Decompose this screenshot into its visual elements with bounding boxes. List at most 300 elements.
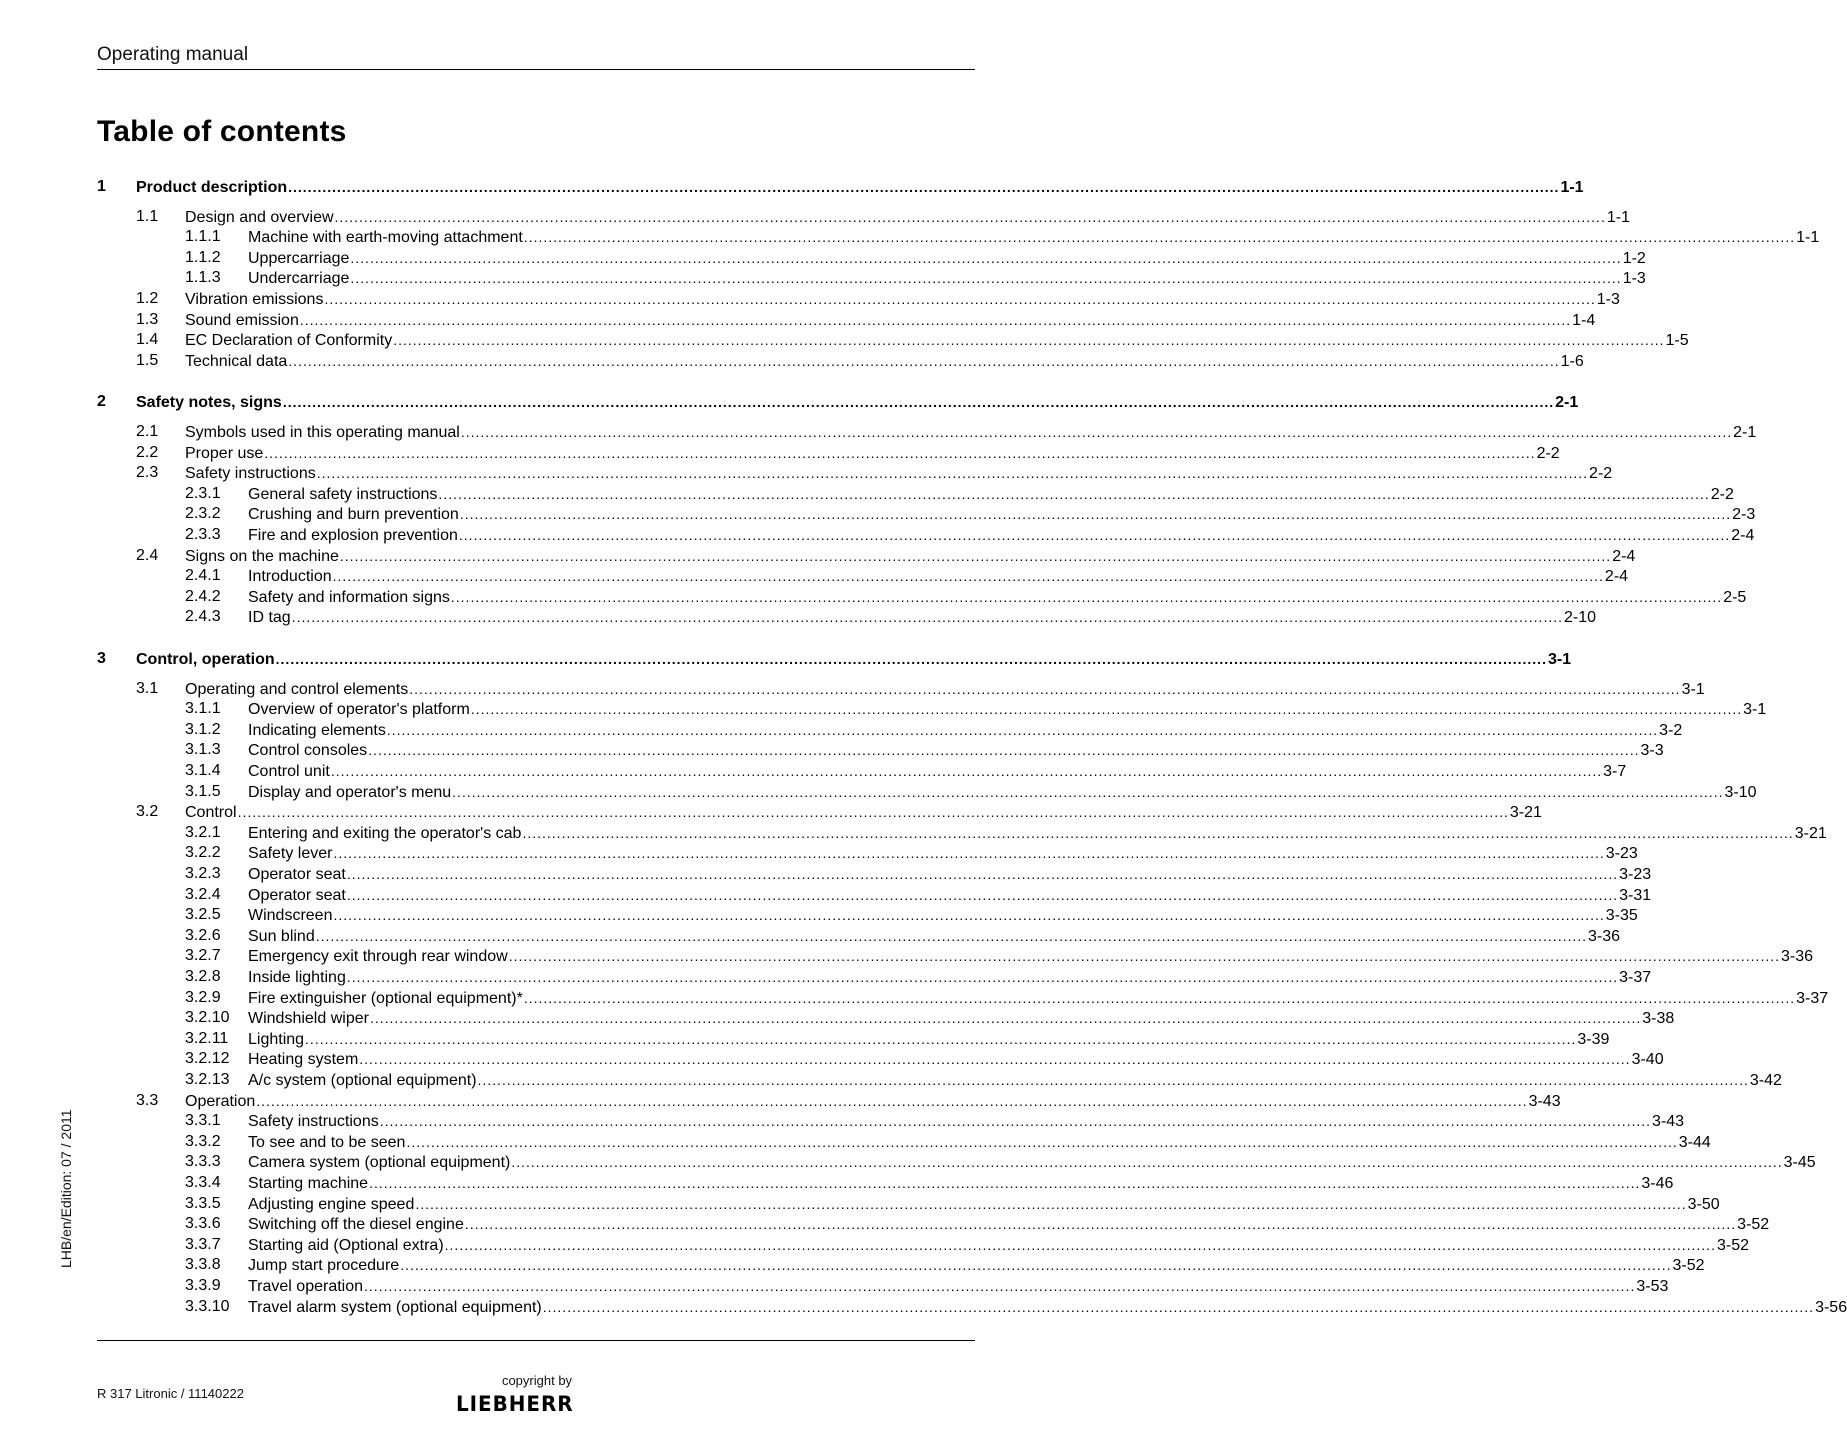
toc-entry-body [248,761,1627,782]
toc-entry-body [185,422,1757,443]
toc-title: Adjusting engine speed [248,1195,415,1213]
toc-entry-row[interactable] [0,679,1705,699]
toc-entry-row[interactable] [0,946,1814,966]
toc-entry-row[interactable] [0,207,1630,227]
toc-number: 1.1.2 [185,248,221,266]
toc-leader-dots: .................................................................................................................................................................................................................................................................... [508,948,1780,965]
toc-number: 3.2 [136,803,159,821]
toc-leader-dots: .................................................................................................................................................................................................................................................................... [282,394,1555,411]
toc-entry-body [248,1276,1669,1297]
toc-entry-body [248,864,1652,885]
toc-number: 3.1.1 [185,700,221,718]
toc-title: EC Declaration of Conformity [185,332,393,350]
toc-leader-dots: .................................................................................................................................................................................................................................................................... [316,465,1589,482]
toc-entry-row[interactable] [0,740,1664,760]
toc-entry-body [248,1070,1782,1091]
toc-entry-row[interactable] [0,699,1767,719]
toc-entry-row[interactable] [0,351,1584,371]
toc-leader-dots: .................................................................................................................................................................................................................................................................... [364,1278,1636,1294]
toc-entry-row[interactable] [0,967,1652,987]
toc-number: 3.3.7 [185,1235,221,1253]
header-title: Operating manual [97,44,249,65]
toc-entry-body [185,289,1620,310]
toc-entry-body [248,926,1621,947]
toc-title: Entering and exiting the operator's cab [248,824,522,842]
toc-number: 2.3.1 [185,484,221,502]
toc-leader-dots: .................................................................................................................................................................................................................................................................... [346,866,1619,882]
toc-leader-dots: .................................................................................................................................................................................................................................................................... [315,927,1588,944]
toc-leader-dots: .................................................................................................................................................................................................................................................................... [350,249,1622,266]
toc-entry-body [248,946,1814,967]
toc-entry-row[interactable] [0,566,1629,586]
toc-title: Uppercarriage [248,249,350,267]
toc-entry-row[interactable] [0,761,1627,781]
toc-title: Starting aid (Optional extra) [248,1236,444,1254]
toc-page-number: 3-46 [1641,1175,1674,1192]
toc-entry-row[interactable] [0,1276,1669,1296]
toc-leader-dots: .................................................................................................................................................................................................................................................................... [459,506,1732,523]
toc-leader-dots: .................................................................................................................................................................................................................................................................... [542,1298,1815,1315]
toc-entry-body [185,802,1542,823]
toc-entry-row[interactable] [0,1111,1685,1131]
toc-entry-body [248,566,1629,587]
toc-entry-row[interactable] [0,268,1646,288]
toc-page-number: 3-2 [1659,721,1683,739]
toc-title: Control unit [248,763,330,780]
toc-entry-body [185,310,1596,331]
toc-number: 2.2 [136,443,159,461]
toc-entry-body [136,177,1584,198]
toc-entry-body [248,587,1747,608]
toc-entry-body [248,885,1652,906]
toc-leader-dots: .................................................................................................................................................................................................................................................................... [452,783,1724,800]
toc-page-number: 2-1 [1733,424,1757,441]
toc-number: 2.3.3 [185,526,221,543]
toc-number: 3.2.9 [185,988,221,1006]
toc-entry-row[interactable] [0,1029,1610,1049]
toc-entry-body [248,484,1734,505]
toc-title: Safety lever [248,845,333,863]
toc-entry-row[interactable] [0,1255,1705,1275]
toc-entry-body [248,1297,1847,1318]
toc-number: 3.1 [136,679,159,697]
toc-entry-row[interactable] [0,1152,1816,1172]
toc-entry-row[interactable] [0,1173,1674,1193]
toc-leader-dots: .................................................................................................................................................................................................................................................................... [339,547,1612,564]
toc-page-number: 3-31 [1619,886,1652,904]
toc-entry-row[interactable] [0,1049,1664,1069]
toc-entry-row[interactable] [0,926,1621,946]
toc-leader-dots: .................................................................................................................................................................................................................................................................... [406,1133,1678,1150]
toc-number: 3.1.4 [185,762,221,779]
toc-entry-body [248,607,1597,628]
toc-title: Machine with earth-moving attachment [248,229,523,247]
toc-page-number: 1-3 [1596,291,1620,308]
toc-page-number: 3-56 [1815,1298,1847,1316]
toc-leader-dots: .................................................................................................................................................................................................................................................................... [415,1195,1687,1212]
toc-entry-row[interactable] [0,1091,1561,1111]
toc-number: 1.4 [136,331,159,349]
toc-entry-body [248,1152,1816,1173]
toc-number: 3.3.10 [185,1297,230,1315]
toc-number: 3.2.7 [185,947,221,965]
toc-leader-dots: .................................................................................................................................................................................................................................................................... [299,311,1572,328]
toc-page-number: 3-1 [1743,701,1767,719]
toc-leader-dots: .................................................................................................................................................................................................................................................................... [369,1175,1641,1191]
toc-title: Windscreen [248,907,333,925]
toc-entry-row[interactable] [0,1297,1847,1317]
toc-title: Design and overview [185,208,334,226]
toc-entry-body [248,504,1756,525]
toc-leader-dots: .................................................................................................................................................................................................................................................................... [522,824,1794,841]
toc-number: 3.3 [136,1091,159,1109]
toc-page-number: 3-3 [1640,742,1664,760]
toc-page-number: 2-10 [1564,609,1597,627]
toc-title: Travel alarm system (optional equipment) [248,1298,542,1316]
toc-number: 3.3.5 [185,1194,221,1212]
toc-leader-dots: .................................................................................................................................................................................................................................................................... [359,1051,1631,1068]
toc-leader-dots: .................................................................................................................................................................................................................................................................... [523,989,1796,1006]
toc-number: 1.5 [136,351,159,369]
toc-number: 3.2.5 [185,906,221,924]
toc-entry-row[interactable] [0,484,1734,504]
toc-page-number: 2-4 [1612,547,1636,565]
toc-entry-body [185,463,1613,484]
toc-leader-dots: .................................................................................................................................................................................................................................................................... [409,680,1681,697]
toc-number: 3.1.3 [185,741,221,759]
toc-number: 3.2.1 [185,823,221,841]
toc-leader-dots: .................................................................................................................................................................................................................................................................... [288,352,1560,369]
toc-entry-body [248,1173,1674,1194]
toc-title: To see and to be seen [248,1133,406,1151]
toc-entry-row[interactable] [0,782,1757,802]
toc-leader-dots: .................................................................................................................................................................................................................................................................... [291,609,1563,626]
toc-number: 3.2.11 [185,1029,229,1047]
toc-number: 2.3.2 [185,505,221,523]
toc-number: 2.4.3 [185,608,221,626]
toc-page-number: 3-52 [1716,1236,1749,1254]
toc-page-number: 3-39 [1577,1030,1610,1048]
toc-entry-body [248,843,1638,864]
toc-number: 3.2.4 [185,885,221,903]
toc-number: 3.3.4 [185,1174,221,1191]
toc-entry-body [248,1214,1770,1235]
toc-number: 3.2.12 [185,1050,230,1068]
toc-entry-row[interactable] [0,905,1638,925]
toc-entry-body [248,1194,1720,1215]
toc-leader-dots: .................................................................................................................................................................................................................................................................... [346,886,1619,903]
toc-page-number: 3-7 [1603,763,1627,780]
copyright-label: copyright by [501,1373,573,1388]
toc-page-number: 3-53 [1636,1278,1669,1295]
toc-entry-body [185,1091,1561,1112]
toc-page-number: 1-5 [1665,332,1689,350]
toc-leader-dots: .................................................................................................................................................................................................................................................................... [386,721,1659,738]
toc-entry-body [136,392,1579,413]
toc-page-number: 3-37 [1796,989,1829,1007]
toc-title: A/c system (optional equipment) [248,1072,477,1089]
toc-entry-row[interactable] [0,1008,1675,1028]
toc-number: 1.1 [136,207,159,225]
toc-number: 3.2.8 [185,968,221,985]
toc-page-number: 3-10 [1724,783,1757,801]
toc-title: Camera system (optional equipment) [248,1154,511,1172]
toc-entry-row[interactable] [0,504,1756,524]
toc-entry-body [248,823,1827,844]
toc-entry-body [136,649,1572,670]
toc-entry-row[interactable] [0,607,1597,627]
toc-page-number: 3-21 [1794,824,1827,842]
toc-page-number: 2-4 [1731,527,1755,544]
toc-leader-dots: .................................................................................................................................................................................................................................................................... [369,1010,1642,1027]
toc-title: General safety instructions [248,485,438,503]
toc-entry-body [248,988,1829,1009]
liebherr-logo [456,1393,618,1415]
toc-title: Control [185,804,237,822]
toc-entry-row[interactable] [0,864,1652,884]
toc-leader-dots: .................................................................................................................................................................................................................................................................... [288,179,1560,195]
toc-page-number: 3-45 [1783,1154,1816,1172]
toc-title: Switching off the diesel engine [248,1216,464,1234]
toc-page-number: 1-6 [1560,352,1584,370]
toc-page-number: 3-52 [1672,1257,1705,1275]
toc-title: Indicating elements [248,721,386,739]
toc-leader-dots: .................................................................................................................................................................................................................................................................... [256,1092,1528,1109]
toc-page-number: 1-1 [1606,208,1630,226]
toc-title: Safety notes, signs [136,394,282,412]
toc-entry-row[interactable] [0,988,1829,1008]
toc-title: Signs on the machine [185,547,339,565]
toc-entry-body [248,248,1646,269]
toc-entry-row[interactable] [0,587,1747,607]
toc-leader-dots: .................................................................................................................................................................................................................................................................... [464,1216,1737,1233]
toc-entry-row[interactable] [0,1235,1749,1255]
toc-entry-body [248,905,1638,926]
toc-chapter-row[interactable] [0,392,1579,412]
toc-entry-row[interactable] [0,1214,1770,1234]
toc-entry-row[interactable] [0,525,1755,545]
toc-entry-row[interactable] [0,463,1613,483]
toc-entry-row[interactable] [0,823,1827,843]
toc-page-number: 3-1 [1547,651,1572,668]
toc-title: Crushing and burn prevention [248,506,459,524]
toc-entry-body [248,1008,1675,1029]
toc-leader-dots: .................................................................................................................................................................................................................................................................... [444,1236,1716,1253]
toc-title: Safety instructions [248,1113,379,1131]
toc-page-number: 2-5 [1723,588,1747,606]
toc-title: Introduction [248,568,332,586]
toc-entry-row[interactable] [0,843,1638,863]
toc-leader-dots: .................................................................................................................................................................................................................................................................... [458,527,1731,543]
toc-chapter-row[interactable] [0,649,1572,669]
toc-leader-dots: .................................................................................................................................................................................................................................................................... [368,742,1640,759]
toc-page-number: 3-1 [1681,680,1705,698]
toc-number: 3.1.5 [185,782,221,800]
toc-page-number: 3-36 [1588,927,1621,945]
edition-note: LHB/en/Edition: 07 / 2011 [58,1109,74,1268]
toc-leader-dots: .................................................................................................................................................................................................................................................................... [477,1072,1749,1088]
toc-leader-dots: .................................................................................................................................................................................................................................................................... [438,485,1710,502]
toc-entry-row[interactable] [0,422,1757,442]
toc-entry-row[interactable] [0,546,1636,566]
toc-entry-row[interactable] [0,1132,1711,1152]
toc-number: 2 [97,393,106,411]
toc-page-number: 3-23 [1605,845,1638,863]
toc-number: 3.2.6 [185,926,221,944]
toc-title: Starting machine [248,1175,369,1192]
toc-entry-row[interactable] [0,1070,1782,1090]
toc-page-number: 3-23 [1619,866,1652,883]
toc-title: Vibration emissions [185,291,324,308]
toc-entry-row[interactable] [0,310,1596,330]
toc-number: 3.2.3 [185,865,221,882]
page-title: Table of contents [97,115,347,148]
toc-leader-dots: .................................................................................................................................................................................................................................................................... [334,208,1606,225]
toc-entry-row[interactable] [0,720,1683,740]
toc-title: Safety and information signs [248,588,450,606]
toc-number: 1.1.3 [185,269,221,287]
toc-page-number: 3-43 [1528,1092,1561,1110]
toc-title: Fire extinguisher (optional equipment)* [248,989,523,1007]
toc-number: 1.1.1 [185,228,221,246]
toc-page-number: 3-35 [1605,907,1638,925]
toc-number: 3.2.13 [185,1071,230,1088]
toc-page-number: 2-2 [1710,485,1734,503]
toc-page-number: 3-50 [1687,1195,1720,1213]
toc-leader-dots: .................................................................................................................................................................................................................................................................... [333,907,1605,924]
toc-title: Symbols used in this operating manual [185,424,460,441]
toc-page-number: 2-3 [1732,506,1756,524]
toc-title: Emergency exit through rear window [248,948,508,966]
toc-entry-body [185,679,1705,700]
toc-page-number: 2-2 [1536,444,1560,462]
toc-title: Windshield wiper [248,1010,369,1028]
liebherr-logo-text: LIEBHERR [456,1392,574,1416]
toc-entry-body [248,1111,1685,1132]
toc-title: Safety instructions [185,465,316,483]
footer-divider [97,1340,975,1341]
toc-page-number: 1-1 [1560,179,1584,196]
toc-leader-dots: .................................................................................................................................................................................................................................................................... [333,845,1605,862]
toc-leader-dots: .................................................................................................................................................................................................................................................................... [346,969,1619,985]
toc-leader-dots: .................................................................................................................................................................................................................................................................... [305,1030,1577,1047]
toc-leader-dots: .................................................................................................................................................................................................................................................................... [400,1257,1672,1274]
toc-entry-body [248,525,1755,546]
toc-leader-dots: .................................................................................................................................................................................................................................................................... [237,804,1509,821]
toc-number: 2.4 [136,546,159,564]
toc-title: Travel operation [248,1278,364,1295]
toc-entry-body [248,268,1646,289]
toc-page-number: 3-37 [1619,969,1652,986]
toc-number: 3.3.1 [185,1112,221,1130]
toc-number: 3.2.10 [185,1009,230,1027]
toc-leader-dots: .................................................................................................................................................................................................................................................................... [332,568,1604,585]
toc-page-number: 3-44 [1678,1133,1711,1151]
toc-page-number: 2-2 [1589,465,1613,483]
toc-entry-body [248,1049,1664,1070]
toc-entry-row[interactable] [0,227,1820,247]
document-id: R 317 Litronic / 11140222 [97,1386,244,1401]
toc-entry-body [185,207,1630,228]
toc-number: 3.3.3 [185,1153,221,1171]
toc-entry-body [185,443,1560,464]
toc-entry-row[interactable] [0,1194,1720,1214]
toc-page-number: 1-1 [1796,229,1820,247]
toc-entry-body [248,1132,1711,1153]
toc-entry-body [248,782,1757,803]
toc-leader-dots: .................................................................................................................................................................................................................................................................... [350,270,1622,287]
toc-title: Lighting [248,1030,305,1048]
toc-page-number: 3-42 [1749,1072,1782,1089]
toc-page-number: 3-43 [1652,1113,1685,1131]
toc-title: Operating and control elements [185,680,409,698]
toc-title: Sun blind [248,927,315,945]
toc-entry-body [185,546,1636,567]
toc-title: ID tag [248,609,291,627]
toc-entry-row[interactable] [0,802,1542,822]
toc-number: 3 [97,650,106,667]
toc-entry-body [248,699,1767,720]
toc-title: Operator seat [248,886,346,904]
toc-number: 2.4.2 [185,587,221,605]
toc-leader-dots: .................................................................................................................................................................................................................................................................... [393,332,1665,349]
toc-entry-body [248,1235,1749,1256]
toc-number: 3.1.2 [185,720,221,738]
toc-leader-dots: .................................................................................................................................................................................................................................................................... [470,701,1743,718]
toc-leader-dots: .................................................................................................................................................................................................................................................................... [264,444,1536,461]
toc-number: 3.3.9 [185,1277,221,1294]
toc-title: Inside lighting [248,969,346,986]
toc-title: Jump start procedure [248,1257,400,1275]
toc-title: Undercarriage [248,270,350,288]
toc-entry-body [248,740,1664,761]
toc-leader-dots: .................................................................................................................................................................................................................................................................... [511,1154,1783,1171]
toc-entry-row[interactable] [0,885,1652,905]
toc-entry-row[interactable] [0,289,1620,309]
toc-leader-dots: .................................................................................................................................................................................................................................................................... [330,763,1603,779]
toc-number: 1.2 [136,290,159,307]
toc-title: Technical data [185,352,288,370]
toc-number: 3.3.2 [185,1132,221,1150]
toc-number: 3.3.8 [185,1256,221,1274]
toc-page-number: 1-2 [1622,249,1646,267]
toc-page-number: 2-4 [1604,568,1629,586]
toc-number: 2.4.1 [185,567,221,585]
toc-leader-dots: .................................................................................................................................................................................................................................................................... [450,588,1723,605]
toc-leader-dots: .................................................................................................................................................................................................................................................................... [523,229,1796,246]
toc-title: Overview of operator's platform [248,701,470,719]
toc-entry-body [248,227,1820,248]
toc-leader-dots: .................................................................................................................................................................................................................................................................... [460,424,1733,440]
toc-number: 1 [97,178,106,195]
toc-page-number: 3-36 [1781,948,1814,966]
toc-entry-row[interactable] [0,248,1646,268]
toc-entry-body [185,351,1584,372]
toc-entry-body [248,1255,1705,1276]
toc-entry-body [185,330,1689,351]
toc-title: Operation [185,1092,256,1110]
toc-entry-row[interactable] [0,330,1689,350]
toc-page-number: 3-52 [1737,1216,1770,1234]
toc-number: 1.3 [136,310,159,328]
toc-title: Display and operator's menu [248,783,452,801]
toc-leader-dots: .................................................................................................................................................................................................................................................................... [379,1113,1652,1130]
toc-chapter-row[interactable] [0,177,1584,197]
toc-leader-dots: .................................................................................................................................................................................................................................................................... [275,651,1547,667]
toc-number: 3.2.2 [185,844,221,862]
toc-entry-row[interactable] [0,443,1560,463]
toc-leader-dots: .................................................................................................................................................................................................................................................................... [324,291,1596,307]
